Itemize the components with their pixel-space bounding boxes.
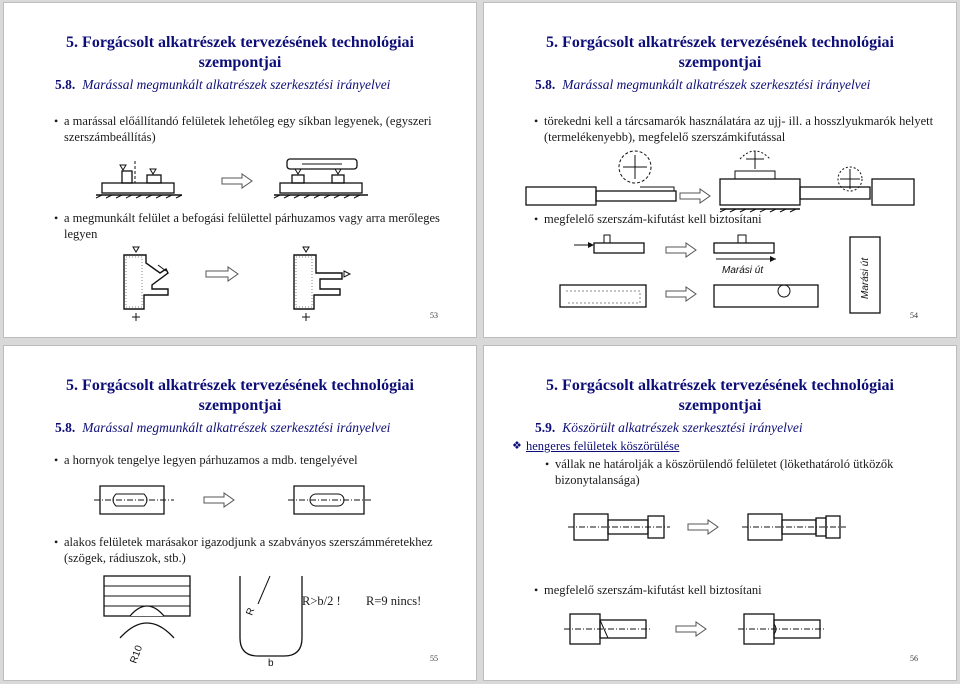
slide-title [4, 33, 476, 73]
label-marasi-ut-1: Marási út [722, 265, 764, 276]
section-title: Marással megmunkált alkatrészek szerkesztési irányelvei [82, 420, 391, 435]
tool-runout-figure [554, 229, 894, 319]
bullet-text: • vállak ne határolják a köszörülendő felületet (lökethatároló ütközők bizonytalansága) [546, 456, 895, 488]
page-number: 53 [430, 311, 438, 320]
slide-title [484, 33, 956, 73]
title-line-1: 5. Forgácsolt alkatrészek tervezésének technológiai [546, 34, 894, 51]
section-heading [55, 77, 390, 93]
milling-plane-figure [92, 153, 392, 208]
title-line-2: szempontjai [198, 54, 282, 71]
slide-54 [484, 3, 956, 337]
groove-axis-figure [94, 480, 394, 520]
title-line-2: szempontjai [678, 54, 762, 71]
bracket-figure [106, 243, 366, 323]
bullet-text: • megfelelő szerszám-kifutást kell biztosítani [535, 582, 924, 598]
bullet-text: • a hornyok tengelye legyen párhuzamos a mdb. tengelyével [55, 452, 444, 468]
section-heading [535, 77, 870, 93]
slide-title [4, 376, 476, 416]
section-number: 5.8. [535, 77, 556, 92]
slide-53 [4, 3, 476, 337]
label-r10: R10 [128, 644, 146, 666]
grinding-runout-figure [564, 604, 864, 654]
section-title: Marással megmunkált alkatrészek szerkesztési irányelvei [82, 77, 391, 92]
page-number: 55 [430, 654, 438, 663]
page-number: 54 [910, 311, 918, 320]
radius-rule-label: R>b/2 ! [302, 594, 341, 608]
section-number: 5.8. [55, 420, 76, 435]
title-line-2: szempontjai [198, 397, 282, 414]
bullet-text: • törekedni kell a tárcsamarók használatára az ujj- ill. a hosszlyukmarók helyett (termelékenyebb), megfelelő szerszámkifutással [535, 113, 934, 145]
label-r: R [244, 606, 258, 618]
title-line-2: szempontjai [678, 397, 762, 414]
radius-figure [90, 568, 420, 668]
section-title: Marással megmunkált alkatrészek szerkesztési irányelvei [562, 77, 871, 92]
section-title: Köszörült alkatrészek szerkesztési irányelvei [562, 420, 803, 435]
section-heading [535, 420, 803, 436]
bullet-text: • a megmunkált felület a befogási felülettel párhuzamos vagy arra merőleges legyen [55, 210, 444, 242]
bullet-text: • a marással előállítandó felületek lehetőleg egy síkban legyenek, (egyszeri szerszámbeállítás) [55, 113, 444, 145]
section-number: 5.9. [535, 420, 556, 435]
title-line-1: 5. Forgácsolt alkatrészek tervezésének technológiai [66, 34, 414, 51]
slide-55 [4, 346, 476, 680]
section-heading [55, 420, 390, 436]
label-marasi-ut-2: Marási út [860, 257, 871, 299]
section-number: 5.8. [55, 77, 76, 92]
radius-nincs-label: R=9 nincs! [366, 594, 422, 608]
disc-milling-figure [520, 149, 940, 219]
title-line-1: 5. Forgácsolt alkatrészek tervezésének technológiai [546, 377, 894, 394]
diamond-bullet: ❖ hengeres felületek köszörülése [512, 438, 679, 454]
title-line-1: 5. Forgácsolt alkatrészek tervezésének technológiai [66, 377, 414, 394]
page-number: 56 [910, 654, 918, 663]
bullet-text: • megfelelő szerszám-kifutást kell biztosítani [535, 211, 924, 227]
label-b: b [268, 658, 274, 668]
bullet-text: • alakos felületek marásakor igazodjunk a szabványos szerszámméretekhez (szögek, rádiuszok, stb.) [55, 534, 444, 566]
grinding-shoulder-figure [568, 496, 868, 556]
slide-56 [484, 346, 956, 680]
slide-title [484, 376, 956, 416]
